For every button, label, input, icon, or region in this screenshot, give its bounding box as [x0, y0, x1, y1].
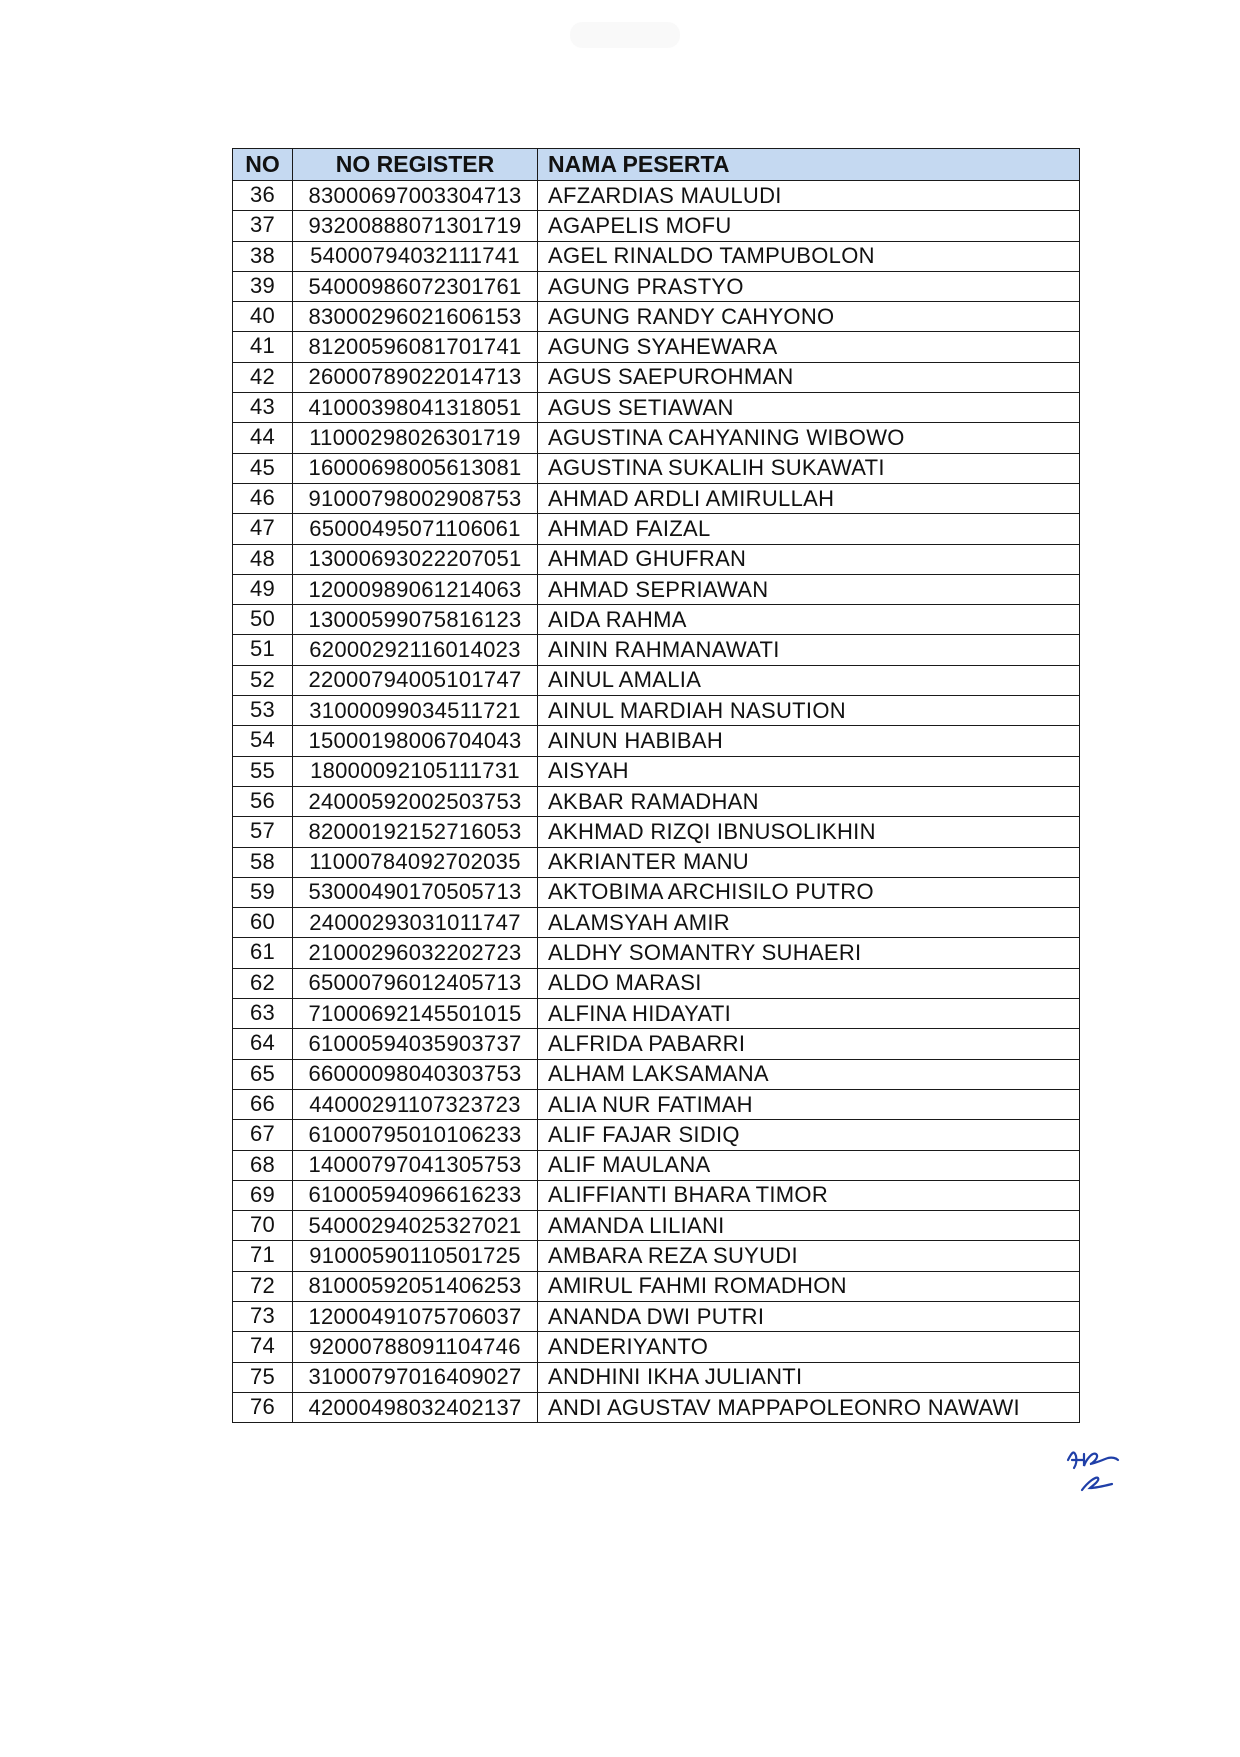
- row-participant-name: AKBAR RAMADHAN: [538, 786, 1080, 816]
- participant-table: [232, 148, 1080, 1423]
- table-row: [233, 453, 1080, 483]
- table-row: [233, 241, 1080, 271]
- table-row: [233, 999, 1080, 1029]
- row-register-number: 65000796012405713: [293, 968, 538, 998]
- row-register-number: 83000697003304713: [293, 181, 538, 211]
- row-number: 69: [233, 1180, 293, 1210]
- table-row: [233, 847, 1080, 877]
- header-name: NAMA PESERTA: [538, 149, 1080, 181]
- table-row: [233, 483, 1080, 513]
- row-number: 55: [233, 756, 293, 786]
- table-row: [233, 1301, 1080, 1331]
- table-row: [233, 817, 1080, 847]
- row-participant-name: AGEL RINALDO TAMPUBOLON: [538, 241, 1080, 271]
- row-register-number: 24000293031011747: [293, 908, 538, 938]
- row-participant-name: AGUSTINA CAHYANING WIBOWO: [538, 423, 1080, 453]
- row-number: 76: [233, 1392, 293, 1422]
- row-participant-name: AINUL MARDIAH NASUTION: [538, 696, 1080, 726]
- row-register-number: 11000298026301719: [293, 423, 538, 453]
- row-participant-name: ALFRIDA PABARRI: [538, 1029, 1080, 1059]
- row-number: 43: [233, 393, 293, 423]
- row-participant-name: ALHAM LAKSAMANA: [538, 1059, 1080, 1089]
- row-register-number: 14000797041305753: [293, 1150, 538, 1180]
- row-register-number: 16000698005613081: [293, 453, 538, 483]
- row-participant-name: ALIA NUR FATIMAH: [538, 1089, 1080, 1119]
- table-row: [233, 574, 1080, 604]
- row-register-number: 53000490170505713: [293, 877, 538, 907]
- row-number: 47: [233, 514, 293, 544]
- row-register-number: 41000398041318051: [293, 393, 538, 423]
- row-register-number: 83000296021606153: [293, 302, 538, 332]
- row-register-number: 61000795010106233: [293, 1120, 538, 1150]
- row-number: 65: [233, 1059, 293, 1089]
- row-register-number: 92000788091104746: [293, 1332, 538, 1362]
- row-participant-name: AMANDA LILIANI: [538, 1211, 1080, 1241]
- table-row: [233, 696, 1080, 726]
- table-row: [233, 423, 1080, 453]
- row-participant-name: AKTOBIMA ARCHISILO PUTRO: [538, 877, 1080, 907]
- table-row: [233, 332, 1080, 362]
- row-register-number: 26000789022014713: [293, 362, 538, 392]
- row-participant-name: AINUN HABIBAH: [538, 726, 1080, 756]
- table-row: [233, 726, 1080, 756]
- row-participant-name: ALIF FAJAR SIDIQ: [538, 1120, 1080, 1150]
- row-register-number: 21000296032202723: [293, 938, 538, 968]
- row-number: 71: [233, 1241, 293, 1271]
- row-participant-name: AHMAD ARDLI AMIRULLAH: [538, 483, 1080, 513]
- row-register-number: 11000784092702035: [293, 847, 538, 877]
- row-participant-name: ANDI AGUSTAV MAPPAPOLEONRO NAWAWI: [538, 1392, 1080, 1422]
- table-row: [233, 1180, 1080, 1210]
- row-participant-name: ANANDA DWI PUTRI: [538, 1301, 1080, 1331]
- row-register-number: 12000989061214063: [293, 574, 538, 604]
- table-row: [233, 1271, 1080, 1301]
- table-row: [233, 1029, 1080, 1059]
- row-number: 46: [233, 483, 293, 513]
- row-register-number: 54000986072301761: [293, 271, 538, 301]
- table-row: [233, 1059, 1080, 1089]
- row-number: 42: [233, 362, 293, 392]
- table-row: [233, 665, 1080, 695]
- row-register-number: 71000692145501015: [293, 999, 538, 1029]
- table-row: [233, 181, 1080, 211]
- row-number: 44: [233, 423, 293, 453]
- row-number: 37: [233, 211, 293, 241]
- row-number: 67: [233, 1120, 293, 1150]
- row-number: 72: [233, 1271, 293, 1301]
- table-row: [233, 362, 1080, 392]
- row-register-number: 61000594035903737: [293, 1029, 538, 1059]
- row-participant-name: ALDO MARASI: [538, 968, 1080, 998]
- row-number: 51: [233, 635, 293, 665]
- row-register-number: 62000292116014023: [293, 635, 538, 665]
- scan-smudge: [570, 22, 680, 48]
- row-number: 62: [233, 968, 293, 998]
- row-register-number: 91000798002908753: [293, 483, 538, 513]
- row-participant-name: ANDERIYANTO: [538, 1332, 1080, 1362]
- row-number: 48: [233, 544, 293, 574]
- row-register-number: 15000198006704043: [293, 726, 538, 756]
- row-register-number: 54000294025327021: [293, 1211, 538, 1241]
- table-header-row: [233, 149, 1080, 181]
- row-register-number: 93200888071301719: [293, 211, 538, 241]
- table-row: [233, 1362, 1080, 1392]
- row-participant-name: AGUS SAEPUROHMAN: [538, 362, 1080, 392]
- row-number: 68: [233, 1150, 293, 1180]
- row-number: 58: [233, 847, 293, 877]
- row-register-number: 81200596081701741: [293, 332, 538, 362]
- table-row: [233, 544, 1080, 574]
- row-participant-name: AIDA RAHMA: [538, 605, 1080, 635]
- table-row: [233, 756, 1080, 786]
- row-participant-name: AKHMAD RIZQI IBNUSOLIKHIN: [538, 817, 1080, 847]
- row-participant-name: AININ RAHMANAWATI: [538, 635, 1080, 665]
- row-register-number: 61000594096616233: [293, 1180, 538, 1210]
- row-number: 63: [233, 999, 293, 1029]
- row-participant-name: AHMAD GHUFRAN: [538, 544, 1080, 574]
- row-participant-name: ALIFFIANTI BHARA TIMOR: [538, 1180, 1080, 1210]
- table-row: [233, 938, 1080, 968]
- table-row: [233, 968, 1080, 998]
- row-register-number: 13000599075816123: [293, 605, 538, 635]
- row-participant-name: AISYAH: [538, 756, 1080, 786]
- table-row: [233, 271, 1080, 301]
- row-number: 39: [233, 271, 293, 301]
- row-number: 54: [233, 726, 293, 756]
- row-register-number: 31000099034511721: [293, 696, 538, 726]
- header-no: NO: [233, 149, 293, 181]
- row-participant-name: AMIRUL FAHMI ROMADHON: [538, 1271, 1080, 1301]
- row-participant-name: AGAPELIS MOFU: [538, 211, 1080, 241]
- row-participant-name: ALDHY SOMANTRY SUHAERI: [538, 938, 1080, 968]
- table-row: [233, 786, 1080, 816]
- row-number: 66: [233, 1089, 293, 1119]
- row-number: 59: [233, 877, 293, 907]
- row-participant-name: AGUNG SYAHEWARA: [538, 332, 1080, 362]
- row-participant-name: AINUL AMALIA: [538, 665, 1080, 695]
- row-participant-name: AHMAD FAIZAL: [538, 514, 1080, 544]
- row-number: 36: [233, 181, 293, 211]
- row-participant-name: ALIF MAULANA: [538, 1150, 1080, 1180]
- row-register-number: 13000693022207051: [293, 544, 538, 574]
- row-number: 38: [233, 241, 293, 271]
- row-participant-name: AFZARDIAS MAULUDI: [538, 181, 1080, 211]
- table-row: [233, 1332, 1080, 1362]
- table-row: [233, 1120, 1080, 1150]
- row-participant-name: AGUNG RANDY CAHYONO: [538, 302, 1080, 332]
- row-number: 41: [233, 332, 293, 362]
- row-number: 56: [233, 786, 293, 816]
- row-register-number: 42000498032402137: [293, 1392, 538, 1422]
- table-row: [233, 1211, 1080, 1241]
- row-number: 52: [233, 665, 293, 695]
- row-register-number: 91000590110501725: [293, 1241, 538, 1271]
- table-row: [233, 908, 1080, 938]
- row-number: 60: [233, 908, 293, 938]
- row-register-number: 22000794005101747: [293, 665, 538, 695]
- table-row: [233, 1241, 1080, 1271]
- header-register: NO REGISTER: [293, 149, 538, 181]
- row-register-number: 54000794032111741: [293, 241, 538, 271]
- table-row: [233, 514, 1080, 544]
- row-number: 70: [233, 1211, 293, 1241]
- row-register-number: 44000291107323723: [293, 1089, 538, 1119]
- table-row: [233, 1089, 1080, 1119]
- row-register-number: 65000495071106061: [293, 514, 538, 544]
- row-register-number: 31000797016409027: [293, 1362, 538, 1392]
- row-participant-name: AKRIANTER MANU: [538, 847, 1080, 877]
- row-register-number: 18000092105111731: [293, 756, 538, 786]
- row-participant-name: AGUSTINA SUKALIH SUKAWATI: [538, 453, 1080, 483]
- row-participant-name: ALAMSYAH AMIR: [538, 908, 1080, 938]
- row-register-number: 12000491075706037: [293, 1301, 538, 1331]
- row-participant-name: AGUNG PRASTYO: [538, 271, 1080, 301]
- row-participant-name: AMBARA REZA SUYUDI: [538, 1241, 1080, 1271]
- row-number: 74: [233, 1332, 293, 1362]
- row-number: 49: [233, 574, 293, 604]
- table-row: [233, 1392, 1080, 1422]
- row-number: 61: [233, 938, 293, 968]
- row-register-number: 66000098040303753: [293, 1059, 538, 1089]
- table-row: [233, 211, 1080, 241]
- table-body: [233, 181, 1080, 1423]
- row-number: 45: [233, 453, 293, 483]
- table-row: [233, 393, 1080, 423]
- row-number: 75: [233, 1362, 293, 1392]
- table-row: [233, 877, 1080, 907]
- row-register-number: 24000592002503753: [293, 786, 538, 816]
- row-number: 50: [233, 605, 293, 635]
- row-number: 40: [233, 302, 293, 332]
- row-register-number: 82000192152716053: [293, 817, 538, 847]
- row-number: 73: [233, 1301, 293, 1331]
- row-number: 53: [233, 696, 293, 726]
- row-participant-name: ALFINA HIDAYATI: [538, 999, 1080, 1029]
- table-row: [233, 302, 1080, 332]
- table-row: [233, 1150, 1080, 1180]
- row-number: 57: [233, 817, 293, 847]
- row-participant-name: AHMAD SEPRIAWAN: [538, 574, 1080, 604]
- row-participant-name: AGUS SETIAWAN: [538, 393, 1080, 423]
- signature-initials-icon: [1062, 1430, 1132, 1500]
- table-row: [233, 605, 1080, 635]
- row-participant-name: ANDHINI IKHA JULIANTI: [538, 1362, 1080, 1392]
- table-row: [233, 635, 1080, 665]
- row-register-number: 81000592051406253: [293, 1271, 538, 1301]
- row-number: 64: [233, 1029, 293, 1059]
